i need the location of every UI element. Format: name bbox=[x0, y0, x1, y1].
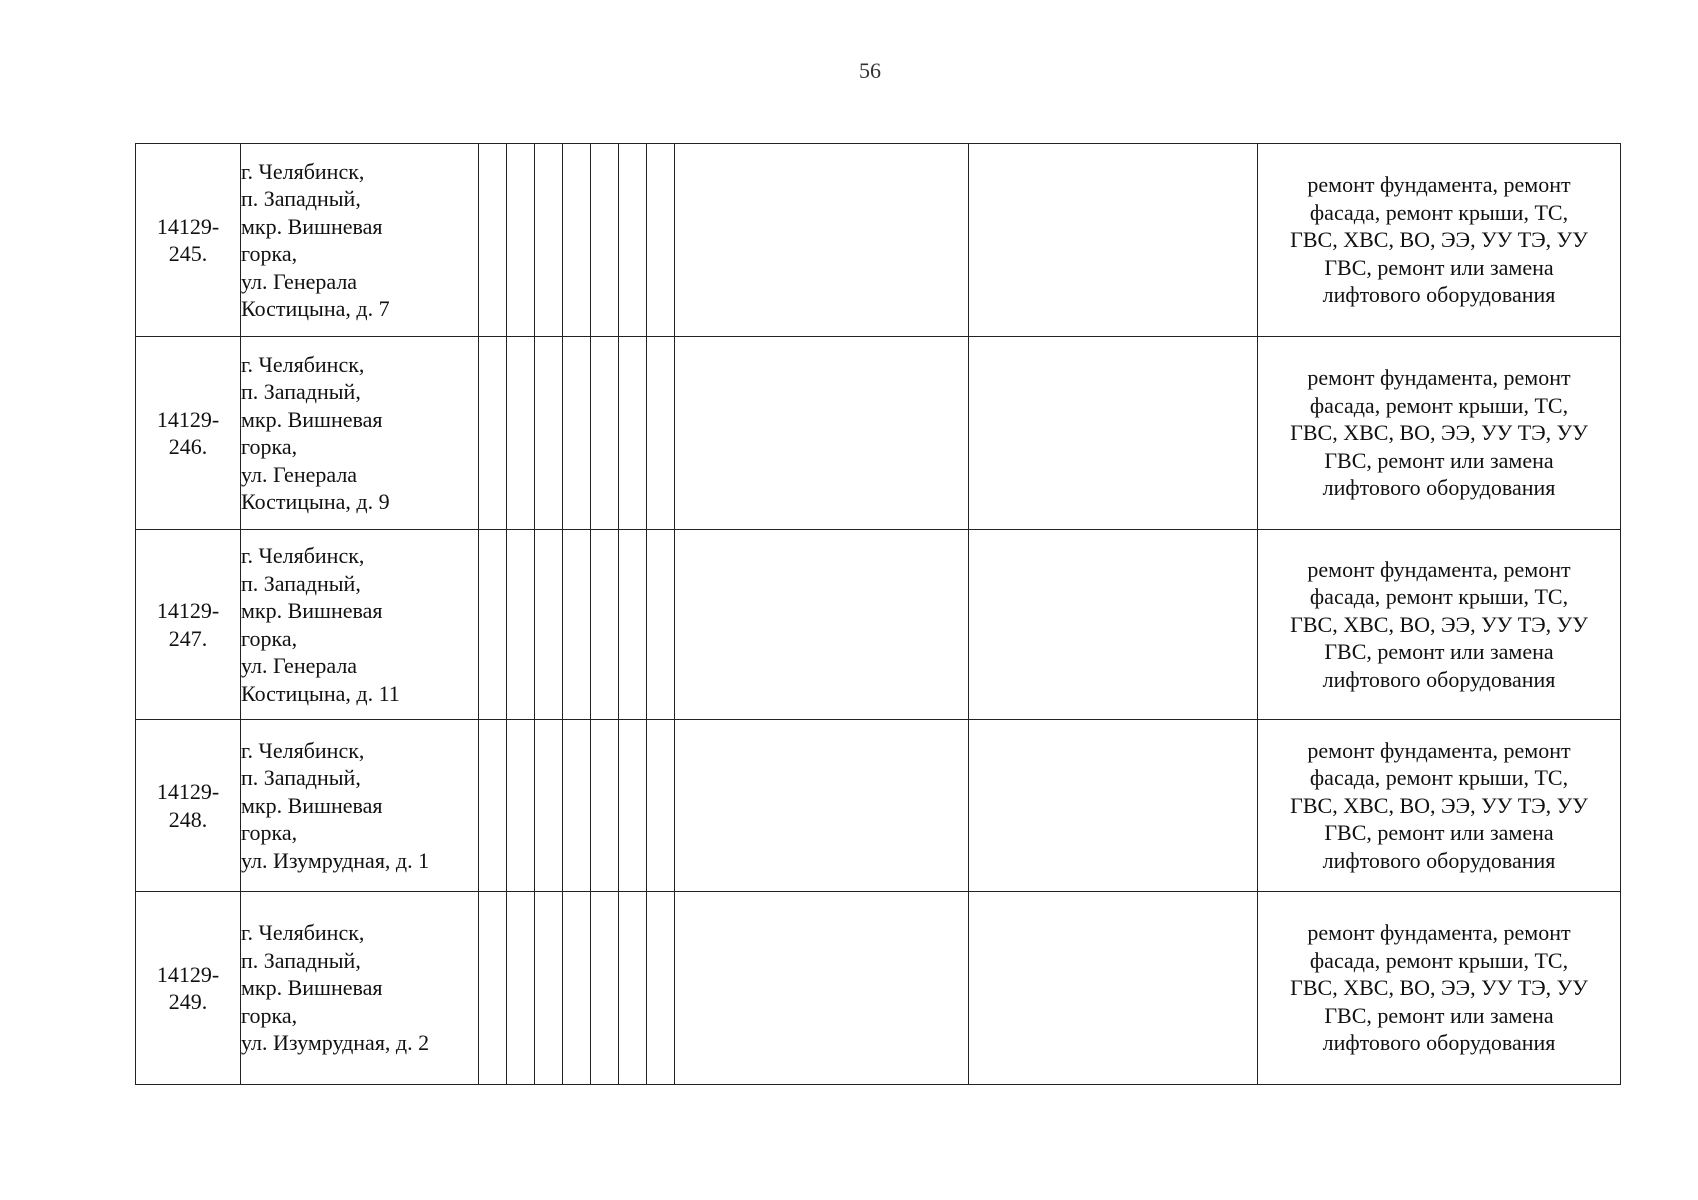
works-list-cell: ремонт фундамента, ремонт фасада, ремонт крыши, ТС, ГВС, ХВС, ВО, ЭЭ, УУ ТЭ, УУ ГВС, ремонт или замена лифтового оборудования bbox=[1258, 720, 1621, 892]
empty-cell bbox=[563, 337, 591, 530]
empty-cell bbox=[969, 530, 1258, 720]
empty-cell bbox=[535, 892, 563, 1085]
empty-cell bbox=[647, 892, 675, 1085]
page-number: 56 bbox=[859, 58, 881, 83]
empty-cell bbox=[619, 144, 647, 337]
empty-cell bbox=[647, 337, 675, 530]
empty-cell bbox=[563, 720, 591, 892]
table-row bbox=[136, 892, 1621, 1085]
empty-cell bbox=[647, 144, 675, 337]
empty-cell bbox=[619, 720, 647, 892]
empty-cell bbox=[969, 720, 1258, 892]
empty-cell bbox=[675, 144, 969, 337]
empty-cell bbox=[535, 337, 563, 530]
table-row bbox=[136, 337, 1621, 530]
empty-cell bbox=[563, 530, 591, 720]
empty-cell bbox=[969, 892, 1258, 1085]
row-number: 14129- 247. bbox=[136, 530, 241, 720]
empty-cell bbox=[535, 530, 563, 720]
works-list-cell: ремонт фундамента, ремонт фасада, ремонт крыши, ТС, ГВС, ХВС, ВО, ЭЭ, УУ ТЭ, УУ ГВС, ремонт или замена лифтового оборудования bbox=[1258, 337, 1621, 530]
empty-cell bbox=[647, 720, 675, 892]
works-table bbox=[135, 143, 1621, 1085]
address-cell: г. Челябинск, п. Западный, мкр. Вишневая горка, ул. Генерала Костицына, д. 9 bbox=[241, 337, 479, 530]
table-row bbox=[136, 720, 1621, 892]
row-number: 14129- 246. bbox=[136, 337, 241, 530]
empty-cell bbox=[507, 892, 535, 1085]
empty-cell bbox=[479, 530, 507, 720]
empty-cell bbox=[507, 337, 535, 530]
empty-cell bbox=[563, 144, 591, 337]
address-cell: г. Челябинск, п. Западный, мкр. Вишневая горка, ул. Генерала Костицына, д. 7 bbox=[241, 144, 479, 337]
empty-cell bbox=[591, 530, 619, 720]
row-number: 14129- 249. bbox=[136, 892, 241, 1085]
empty-cell bbox=[591, 144, 619, 337]
empty-cell bbox=[479, 144, 507, 337]
empty-cell bbox=[535, 720, 563, 892]
works-list-cell: ремонт фундамента, ремонт фасада, ремонт крыши, ТС, ГВС, ХВС, ВО, ЭЭ, УУ ТЭ, УУ ГВС, ремонт или замена лифтового оборудования bbox=[1258, 144, 1621, 337]
empty-cell bbox=[619, 337, 647, 530]
empty-cell bbox=[591, 720, 619, 892]
table-row bbox=[136, 144, 1621, 337]
empty-cell bbox=[675, 892, 969, 1085]
empty-cell bbox=[479, 892, 507, 1085]
empty-cell bbox=[647, 530, 675, 720]
empty-cell bbox=[619, 530, 647, 720]
address-cell: г. Челябинск, п. Западный, мкр. Вишневая горка, ул. Генерала Костицына, д. 11 bbox=[241, 530, 479, 720]
address-cell: г. Челябинск, п. Западный, мкр. Вишневая горка, ул. Изумрудная, д. 2 bbox=[241, 892, 479, 1085]
empty-cell bbox=[675, 337, 969, 530]
works-list-cell: ремонт фундамента, ремонт фасада, ремонт крыши, ТС, ГВС, ХВС, ВО, ЭЭ, УУ ТЭ, УУ ГВС, ремонт или замена лифтового оборудования bbox=[1258, 892, 1621, 1085]
empty-cell bbox=[507, 144, 535, 337]
row-number: 14129- 245. bbox=[136, 144, 241, 337]
empty-cell bbox=[675, 720, 969, 892]
empty-cell bbox=[535, 144, 563, 337]
empty-cell bbox=[591, 337, 619, 530]
empty-cell bbox=[507, 720, 535, 892]
table-row bbox=[136, 530, 1621, 720]
empty-cell bbox=[591, 892, 619, 1085]
empty-cell bbox=[969, 144, 1258, 337]
empty-cell bbox=[675, 530, 969, 720]
works-list-cell: ремонт фундамента, ремонт фасада, ремонт крыши, ТС, ГВС, ХВС, ВО, ЭЭ, УУ ТЭ, УУ ГВС, ремонт или замена лифтового оборудования bbox=[1258, 530, 1621, 720]
address-cell: г. Челябинск, п. Западный, мкр. Вишневая горка, ул. Изумрудная, д. 1 bbox=[241, 720, 479, 892]
empty-cell bbox=[479, 720, 507, 892]
empty-cell bbox=[563, 892, 591, 1085]
empty-cell bbox=[619, 892, 647, 1085]
empty-cell bbox=[969, 337, 1258, 530]
empty-cell bbox=[479, 337, 507, 530]
row-number: 14129- 248. bbox=[136, 720, 241, 892]
empty-cell bbox=[507, 530, 535, 720]
